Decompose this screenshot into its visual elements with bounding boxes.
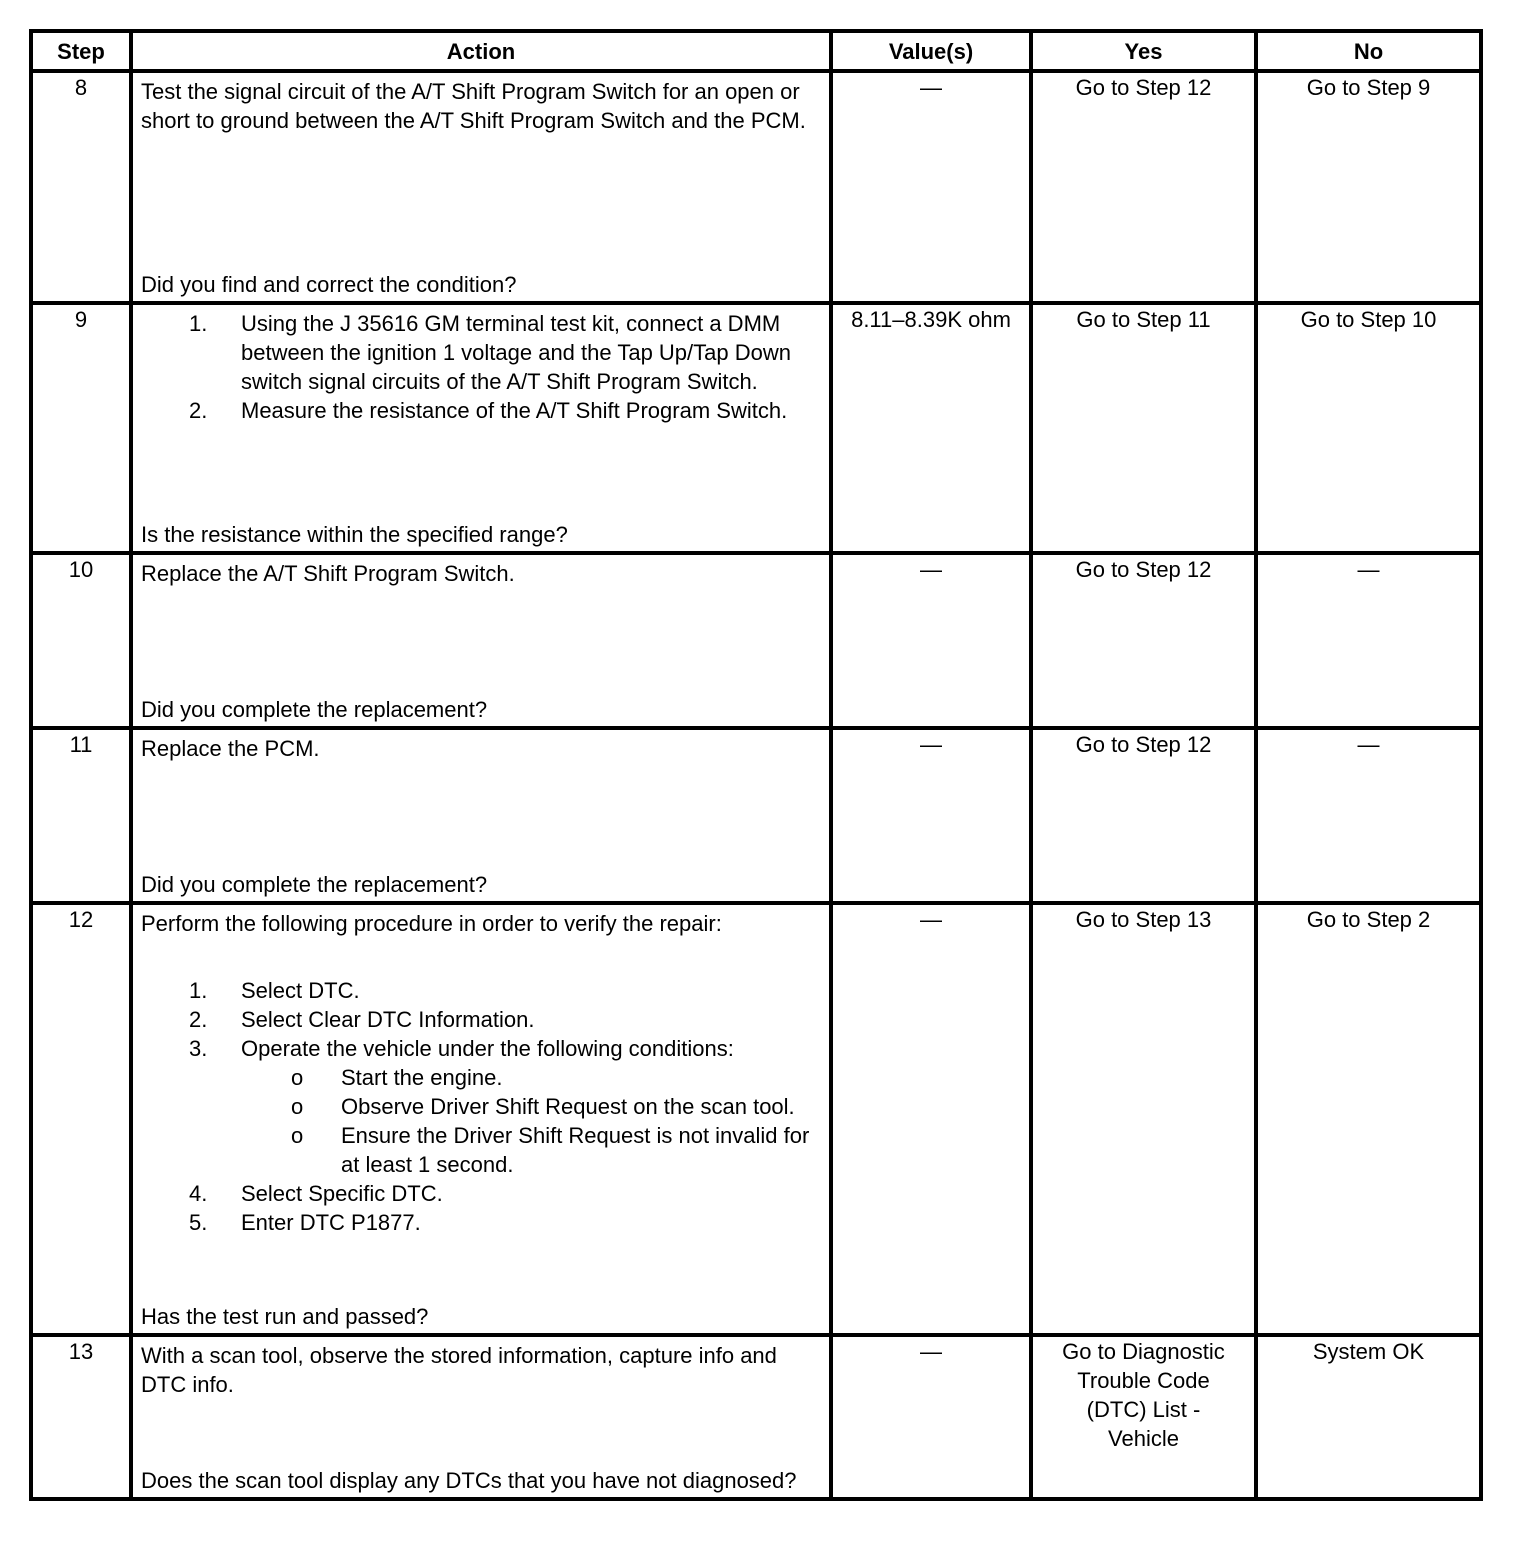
list-text: Operate the vehicle under the following conditions: [241,1036,734,1061]
action-text: Test the signal circuit of the A/T Shift Program Switch for an open or short to ground between the A/T Shift Program Switch and the PCM. [141,79,806,133]
sub-list-item [141,1092,821,1121]
bullet-icon: o [291,1094,304,1119]
step-number: 8 [31,71,131,303]
procedure-list-continued [141,1179,821,1237]
no-cell: — [1256,728,1481,903]
action-question: Did you complete the replacement? [141,872,488,897]
step-number: 12 [31,903,131,1335]
step-number: 13 [31,1335,131,1499]
list-text: Select Specific DTC. [241,1181,443,1206]
list-number: 2. [189,1007,208,1032]
value-cell: — [831,903,1031,1335]
action-question: Is the resistance within the specified range? [141,522,568,547]
table-row [31,303,1481,553]
table-row [31,728,1481,903]
action-question: Has the test run and passed? [141,1304,429,1329]
header-yes: Yes [1031,31,1256,71]
yes-cell: Go to Step 13 [1031,903,1256,1335]
action-question: Did you complete the replacement? [141,697,488,722]
value-cell: — [831,71,1031,303]
list-item [141,1034,821,1063]
sub-list-item [141,1121,821,1179]
spacer [141,938,821,976]
list-text: Select Clear DTC Information. [241,1007,535,1032]
yes-cell: Go to Diagnostic Trouble Code (DTC) List - Vehicle [1031,1335,1256,1499]
list-number: 3. [189,1036,208,1061]
list-text: Measure the resistance of the A/T Shift Program Switch. [241,398,788,423]
list-text: Enter DTC P1877. [241,1210,421,1235]
list-number: 1. [189,311,208,336]
table-row [31,903,1481,1335]
list-item [141,309,821,396]
action-cell [131,728,831,903]
action-text: Replace the PCM. [141,736,320,761]
action-cell [131,553,831,728]
yes-cell: Go to Step 12 [1031,728,1256,903]
bullet-icon: o [291,1123,304,1148]
no-cell: System OK [1256,1335,1481,1499]
action-cell [131,1335,831,1499]
procedure-list [141,976,821,1063]
no-cell: Go to Step 9 [1256,71,1481,303]
step-number: 9 [31,303,131,553]
action-cell [131,303,831,553]
list-item [141,396,821,425]
action-question: Did you find and correct the condition? [141,272,517,297]
action-text: With a scan tool, observe the stored information, capture info and DTC info. [141,1343,777,1397]
value-cell: — [831,728,1031,903]
table-row [31,71,1481,303]
table-row [31,553,1481,728]
bullet-icon: o [291,1065,304,1090]
no-cell: Go to Step 2 [1256,903,1481,1335]
no-cell: — [1256,553,1481,728]
header-row [31,31,1481,71]
list-item [141,1005,821,1034]
list-text: Select DTC. [241,978,360,1003]
header-no: No [1256,31,1481,71]
action-text: Perform the following procedure in order to verify the repair: [141,911,722,936]
value-cell: — [831,553,1031,728]
action-cell [131,71,831,303]
sub-list [141,1063,821,1179]
yes-cell: Go to Step 12 [1031,71,1256,303]
value-cell: — [831,1335,1031,1499]
header-action: Action [131,31,831,71]
header-values: Value(s) [831,31,1031,71]
action-text: Replace the A/T Shift Program Switch. [141,561,515,586]
list-number: 5. [189,1210,208,1235]
sub-list-text: Observe Driver Shift Request on the scan tool. [341,1094,795,1119]
list-number: 4. [189,1181,208,1206]
list-item [141,1179,821,1208]
procedure-list [141,309,821,425]
value-cell: 8.11–8.39K ohm [831,303,1031,553]
yes-cell: Go to Step 11 [1031,303,1256,553]
table-row [31,1335,1481,1499]
list-number: 2. [189,398,208,423]
action-cell [131,903,831,1335]
no-cell: Go to Step 10 [1256,303,1481,553]
action-question: Does the scan tool display any DTCs that you have not diagnosed? [141,1468,797,1493]
sub-list-text: Ensure the Driver Shift Request is not invalid for at least 1 second. [341,1123,810,1177]
diagnostic-table [29,29,1483,1501]
list-item [141,976,821,1005]
list-item [141,1208,821,1237]
list-number: 1. [189,978,208,1003]
step-number: 11 [31,728,131,903]
sub-list-text: Start the engine. [341,1065,503,1090]
sub-list-item [141,1063,821,1092]
yes-cell: Go to Step 12 [1031,553,1256,728]
step-number: 10 [31,553,131,728]
header-step: Step [31,31,131,71]
list-text: Using the J 35616 GM terminal test kit, connect a DMM between the ignition 1 voltage and the Tap Up/Tap Down switch signal circuits of the A/T Shift Program Switch. [241,311,791,394]
